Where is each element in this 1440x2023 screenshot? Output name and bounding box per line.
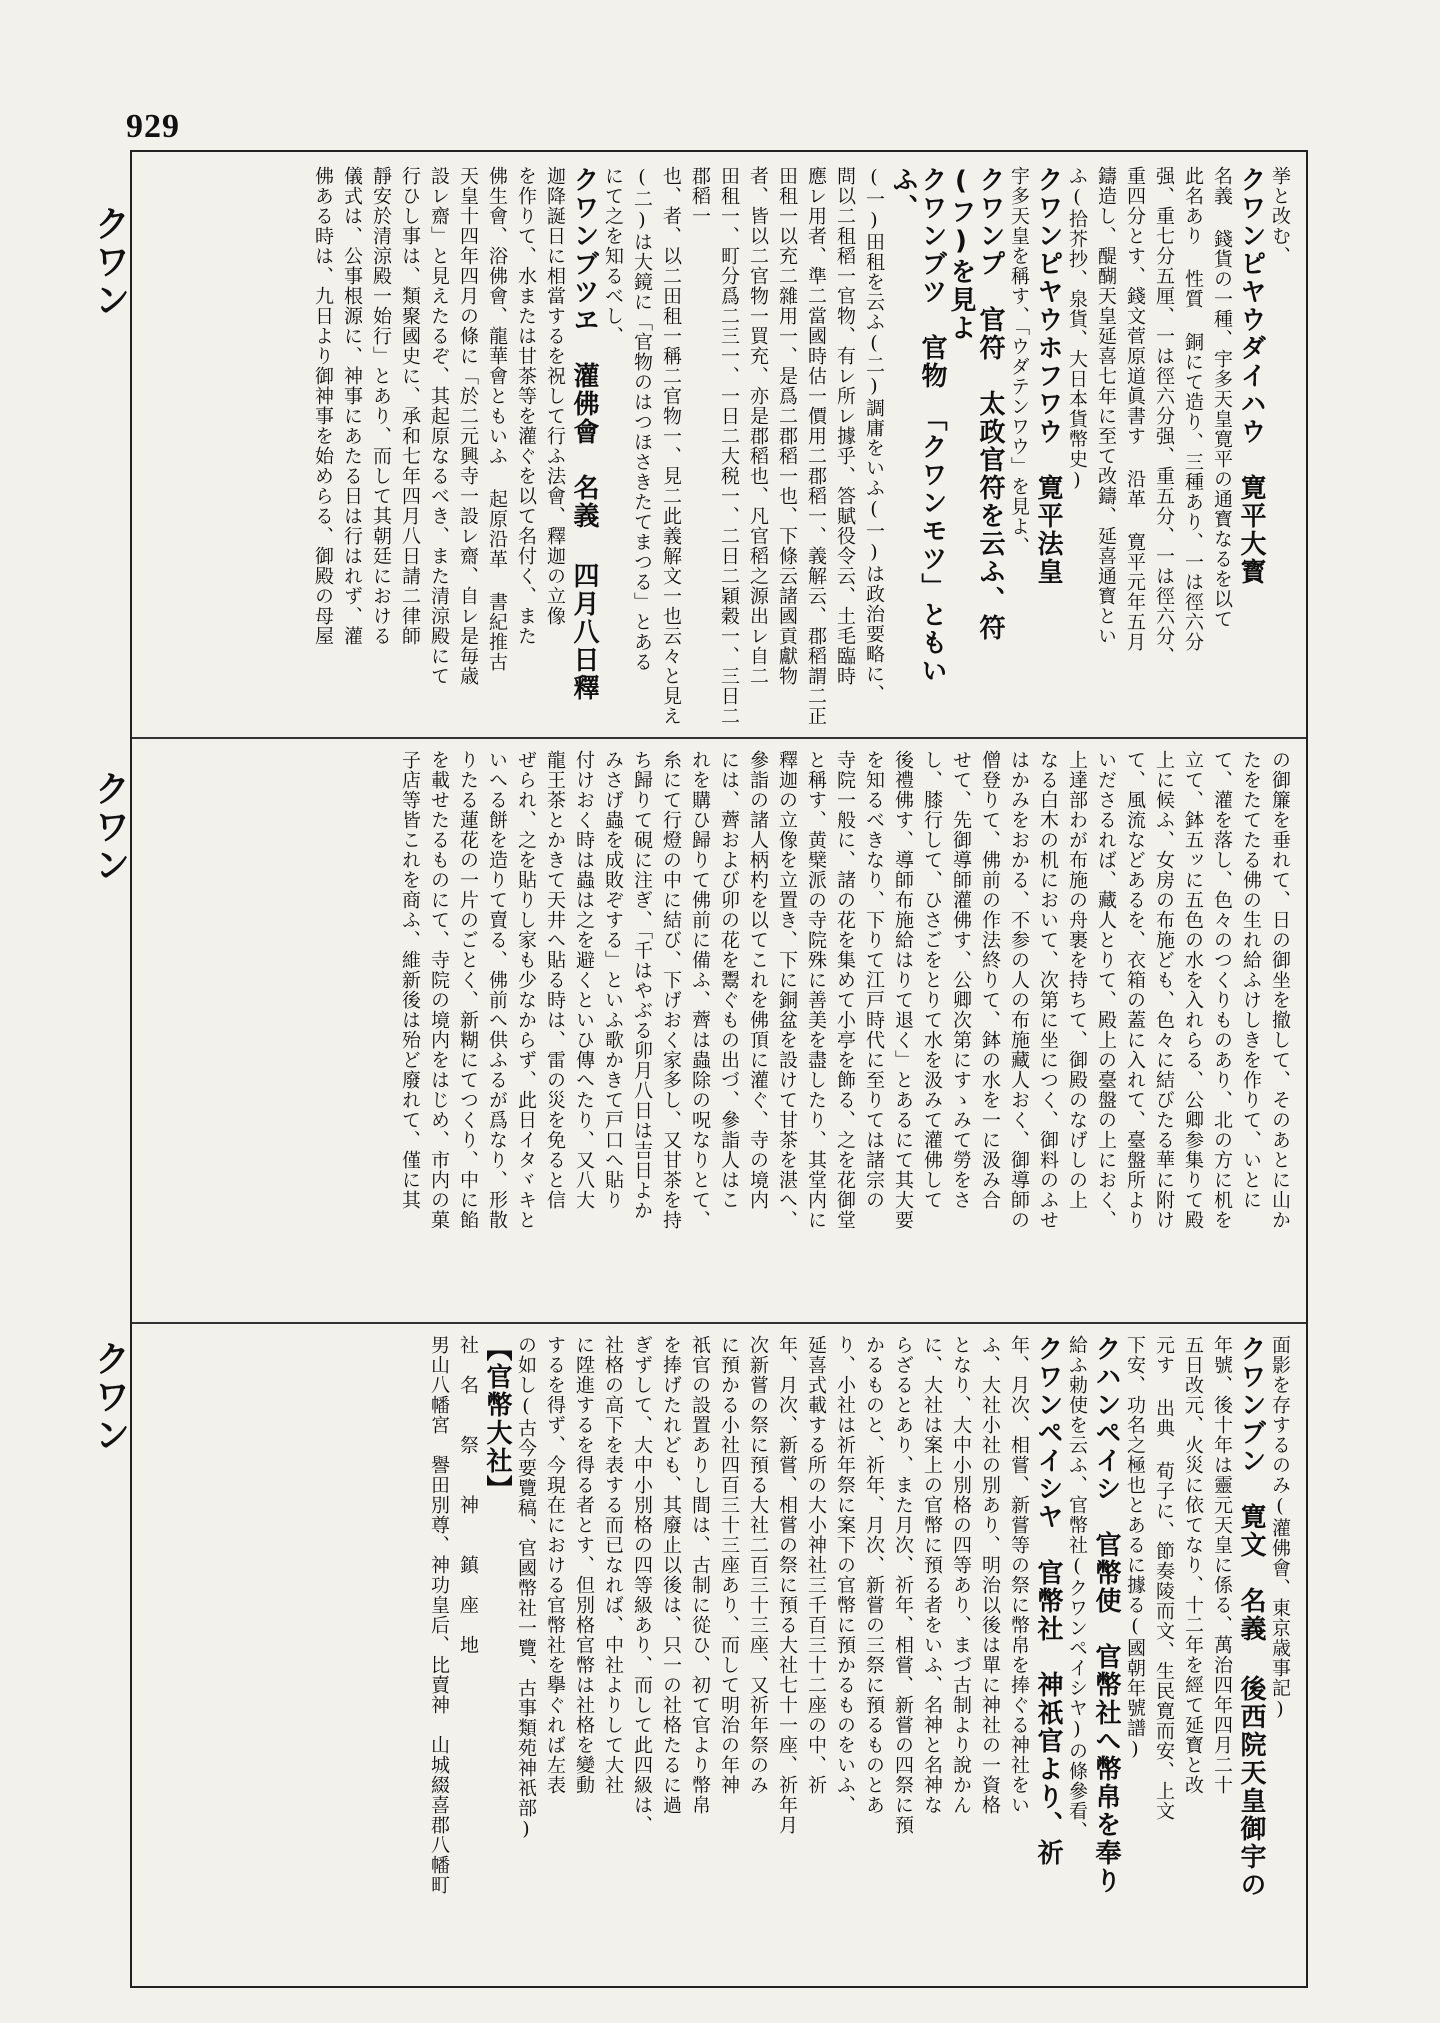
section-middle	[144, 750, 1294, 1310]
text-line: たをたてたる佛の生れ給ふけしきを作りて、いとに	[1240, 750, 1262, 1210]
text-line: (二)は大鏡に「官物のはつほさきたてまつる」とある	[631, 166, 653, 672]
divider-top	[132, 737, 1306, 739]
text-line: 上に候ふ、女房の布施ども、色々に結びたる華に附け	[1153, 750, 1175, 1230]
text-line: に、大社は案上の官幣に預る者をいふ、名神と名神な	[921, 1335, 943, 1815]
text-line: クワンブツヱ 灌佛會 名義 四月八日釋	[569, 166, 599, 702]
text-line: ふ(拾芥抄、泉貨、大日本貨幣史)	[1066, 166, 1088, 492]
text-line: れを購ひ歸りて佛前に備ふ、薺は蟲除の呪なりとて、	[689, 750, 711, 1230]
text-line: ち歸りて硯に注ぎ、「千はやぶる卯月八日は吉日よか	[631, 750, 653, 1221]
text-line: を知るべきなり、下りて江戸時代に至りては諸宗の	[863, 750, 885, 1210]
text-line: 田租一、町分爲二三一、一日二大税一、二日二穎穀一、三日二郡稻一	[689, 166, 740, 726]
text-line: せて、先御導師灌佛す、公卿次第にすゝみて勞をさ	[950, 750, 972, 1210]
text-line: 行ひし事は、類聚國史に、承和七年四月八日請二律師	[399, 166, 421, 646]
text-line: 付けおく時は蟲は之を避くといひ傳へたり、又八大	[573, 750, 595, 1210]
text-line: クワンブツ 官物 「クワンモツ」ともいふ、	[888, 166, 947, 685]
text-line: 社 名 祭 神 鎮 座 地	[457, 1335, 479, 1655]
text-line: の御簾を垂れて、日の御坐を撤して、そのあとに山か	[1269, 750, 1291, 1230]
text-line: みさげ蟲を成敗ぞする」といふ歌かきて戸口へ貼り	[602, 750, 624, 1210]
text-line: を捧げたれども、其廢止以後は、只一の社格たるに過	[660, 1335, 682, 1815]
text-line: 立て、鉢五ッに五色の水を入れらる、公卿参集りて殿	[1182, 750, 1204, 1230]
section-bottom	[144, 1335, 1294, 1975]
text-line: 男山八幡宮 譽田別尊、神功皇后、比賣神 山城綴喜郡八幡町	[428, 1335, 450, 1895]
text-line: ぎずして、大中小別格の四等級あり、而して此四級は、	[631, 1335, 653, 1835]
margin-label-top: クワン	[89, 205, 130, 319]
text-line: 釋迦の立像を立置き、下に銅盆を設けて甘茶を湛へ、	[776, 750, 798, 1230]
text-line: クハンペイシ 官幣使 官幣社へ幣帛を奉り	[1091, 1335, 1121, 1895]
section-top	[144, 166, 1294, 726]
text-line: 名義 錢貨の一種、宇多天皇寛平の通寳なるを以て	[1211, 166, 1233, 629]
text-line: 元す 出典 荀子に、節奏陵而文、生民寛而安、上文	[1153, 1335, 1175, 1821]
text-line: 五日改元、火災に依てなり、十二年を經て延寳と改	[1182, 1335, 1204, 1795]
text-line: 宇多天皇を稱す、「ウダテンワウ」を見よ、	[1008, 166, 1030, 557]
text-line: て、灌を落し、色々のつくりものあり、北の方に机を	[1211, 750, 1233, 1230]
text-line: 次新嘗の祭に預る大社二百三十三座、又祈年祭のみ	[747, 1335, 769, 1795]
text-line: と稱す、黄檗派の寺院殊に善美を盡したり、其堂内に	[805, 750, 827, 1230]
text-line: 天皇十四年四月の條に「於二元興寺一設レ齋、自レ是毎歳	[457, 166, 479, 686]
text-line: はかみをおかる、不参の人の布施藏人おく、御導師の	[1008, 750, 1030, 1230]
text-line: 年號、後十年は靈元天皇に係る、萬治四年四月二十	[1211, 1335, 1233, 1795]
text-line: 設レ齋」と見えたるぞ、其起原なるべき、また清涼殿にて	[428, 166, 450, 686]
text-line: 靜安於清涼殿一始行」とあり、而して其朝廷における	[370, 166, 392, 646]
text-line: 儀式は、公事根源に、神事にあたる日は行はれず、灌	[341, 166, 363, 646]
text-line: なる白木の机において、次第に坐につく、御料のふせ	[1037, 750, 1059, 1230]
text-line: 面影を存するのみ(灌佛會、東京歳事記)	[1269, 1335, 1291, 1721]
text-line: 重四分とす、錢文菅原道眞書す 沿革 寛平元年五月	[1124, 166, 1146, 652]
text-line: に陞進するを得る者とす、但別格官幣は社格を變動	[573, 1335, 595, 1795]
text-line: 寺院一般に、諸の花を集めて小亭を飾る、之を花御堂	[834, 750, 856, 1230]
text-line: 糸にて行燈の中に結び、下げおく家多し、又甘茶を持	[660, 750, 682, 1230]
text-line: 挙と改む、	[1269, 166, 1291, 266]
text-line: 佛ある時は、九日より御神事を始めらる、御殿の母屋	[312, 166, 334, 646]
text-line: には、薺および卯の花を鬻ぐもの出づ、參詣人はこ	[718, 750, 740, 1210]
text-line: 問以二租稻一官物、有レ所レ據乎、答賦役令云、土毛臨時	[834, 166, 856, 686]
text-line: クワンプ 官符 太政官符を云ふ、符(フ)を見よ	[946, 166, 1005, 642]
text-line: りたる蓮花の一片のごとく、新糊にてつくり、中に餡	[457, 750, 479, 1230]
text-line: 此名あり 性質 銅にて造り、三種あり、一は徑六分	[1182, 166, 1204, 652]
text-line: いださるれば、藏人とりて、殿上の臺盤の上におく、	[1095, 750, 1117, 1230]
text-line: 田租一以充二雜用一、是爲二郡稻一也、下條云諸國貢獻物	[776, 166, 798, 686]
text-line: 龍王茶とかきて天井へ貼る時は、雷の災を免ると信	[544, 750, 566, 1210]
text-line: ふ、大社小社の別あり、明治以後は單に神社の一資格	[979, 1335, 1001, 1815]
text-line: かるものと、祈年、月次、新嘗の三祭に預るものとあ	[863, 1335, 885, 1815]
text-line: 上達部わが布施の舟裹を持ちて、御殿のなげしの上	[1066, 750, 1088, 1210]
text-line: 祇官の設置ありし間は、古制に從ひ、初て官より幣帛	[689, 1335, 711, 1815]
text-line: 年、月次、新嘗、相嘗の祭に預る大社七十一座、祈年月	[776, 1335, 798, 1835]
text-line: 應レ用者、準二當國時估一價用二郡稻一、義解云、郡稻謂二正	[805, 166, 827, 726]
text-line: クワンピヤウダイハウ 寛平大寳	[1236, 166, 1266, 586]
text-line: クワンピヤウホフワウ 寛平法皇	[1033, 166, 1063, 586]
text-line: 迦降誕日に相當するを祝して行ふ法會、釋迦の立像	[544, 166, 566, 626]
text-line: し、膝行して、ひさごをとりて水を汲みて灌佛して	[921, 750, 943, 1210]
text-line: クワンブン 寛文 名義 後西院天皇御宇の	[1236, 1335, 1266, 1899]
text-line: クワンペイシヤ 官幣社 神祇官より、祈	[1033, 1335, 1063, 1867]
text-line: (一)田租を云ふ(二)調庸をいふ(一)は政治要略に、	[863, 166, 885, 704]
text-line: するを得ず、今現在における官幣社を擧ぐれば左表	[544, 1335, 566, 1795]
text-line: 下安、功名之極也とあるに據る(國朝年號譜)	[1124, 1335, 1146, 1761]
text-line: 參詣の諸人柄杓を以てこれを佛頂に灌ぐ、寺の境内	[747, 750, 769, 1210]
text-line: 給ふ勅使を云ふ、官幣社(クワンペイシヤ)の條參看、	[1066, 1335, 1088, 1841]
text-line: に預かる小社四百三十三座あり、而して明治の年神	[718, 1335, 740, 1795]
page-number: 929	[126, 108, 180, 145]
text-line: にて之を知るべし、	[602, 166, 624, 346]
text-line: を作りて、水または甘茶等を灌ぐを以て名付く、また	[515, 166, 537, 646]
text-line: を載せたるものにて、寺院の境内をはじめ、市内の菓	[428, 750, 450, 1230]
text-line: 也、者、以二田租一稱二官物一、見二此義解文一也云々と見え	[660, 166, 682, 726]
text-line: 佛生會、浴佛會、龍華會ともいふ 起原沿革 書紀推古	[486, 166, 508, 672]
text-line: の如し(古今要覽稿、官國幣社一覽、古事類苑神祇部)	[515, 1335, 537, 1841]
text-line: り、小社は祈年祭に案下の官幣に預かるものをいふ、	[834, 1335, 856, 1815]
text-line: 者、皆以二官物一買充、亦是郡稻也、凡官稻之源出レ自二	[747, 166, 769, 686]
text-line: 强、重七分五厘、一は徑六分强、重五分、一は徑六分、	[1153, 166, 1175, 666]
text-line: 子店等皆これを商ふ、維新後は殆ど廢れて、僅に其	[399, 750, 421, 1210]
text-line: 年、月次、相嘗、新嘗等の祭に幣帛を捧ぐる神社をい	[1008, 1335, 1030, 1815]
text-line: 僧登りて、佛前の作法終りて、鉢の水を一に汲み合	[979, 750, 1001, 1210]
text-line: て、風流などあるを、衣箱の蓋に入れて、臺盤所より	[1124, 750, 1146, 1230]
text-line: 鑄造し、醍醐天皇延喜七年に至て改鑄、延喜通寳とい	[1095, 166, 1117, 646]
text-line: 後禮佛す、導師布施給はりて退く」とあるにて其大要	[892, 750, 914, 1230]
text-line: いへる餅を造りて賣る、佛前へ供ふるが爲なり、形散	[486, 750, 508, 1230]
divider-bottom	[132, 1322, 1306, 1324]
text-line: 延喜式載する所の大小神社三千百三十二座の中、祈	[805, 1335, 827, 1795]
text-line: ぜられ、之を貼りし家も少なからず、此日イタヾキと	[515, 750, 537, 1230]
page-frame	[130, 150, 1308, 1988]
margin-label-middle: クワン	[89, 770, 130, 884]
margin-label-bottom: クワン	[89, 1340, 130, 1454]
text-line: 社格の高下を表する而已なれば、中社よりして大社	[602, 1335, 624, 1795]
text-line: 【官幣大社】	[482, 1335, 512, 1503]
text-line: らざるとあり、また月次、祈年、相嘗、新嘗の四祭に預	[892, 1335, 914, 1835]
text-line: となり、大中小別格の四等あり、まづ古制より說かん	[950, 1335, 972, 1815]
